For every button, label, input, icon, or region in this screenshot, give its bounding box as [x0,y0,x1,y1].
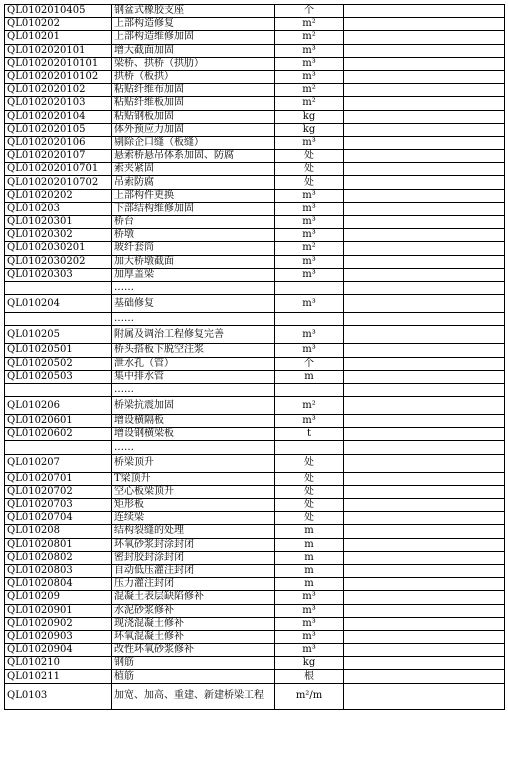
item-name-cell: 体外预应力加固 [112,123,275,136]
item-code-cell: QL010207 [5,454,112,472]
item-unit-cell: m² [275,18,344,31]
item-name-cell: 加厚盖梁 [112,268,275,281]
item-code-cell: QL01020602 [5,428,112,441]
item-name-cell: …… [112,313,275,326]
item-unit-cell: m [275,551,344,564]
item-name-cell: 增设钢横梁板 [112,428,275,441]
item-unit-cell: m³ [275,268,344,281]
item-unit-cell [275,281,344,294]
table-row [5,84,505,97]
item-unit-cell: t [275,428,344,441]
empty-cell [344,216,505,229]
item-name-cell: 桥台 [112,216,275,229]
item-code-cell: QL010205 [5,326,112,344]
item-code-cell: QL0102030202 [5,255,112,268]
item-name-cell: 连续梁 [112,512,275,525]
table-row [5,70,505,83]
item-name-cell: 环氧砂浆封涂封闭 [112,538,275,551]
empty-cell [344,229,505,242]
item-name-cell: 梁桥、拱桥（拱肋） [112,57,275,70]
table-row [5,472,505,485]
table-row [5,499,505,512]
item-name-cell: …… [112,281,275,294]
item-unit-cell [275,383,344,396]
table-row [5,216,505,229]
item-name-cell: 索夹紧固 [112,163,275,176]
item-name-cell: 增设横隔板 [112,415,275,428]
item-unit-cell: m³ [275,326,344,344]
item-code-cell: QL01020501 [5,344,112,357]
table-row [5,5,505,18]
empty-cell [344,31,505,44]
item-unit-cell: 处 [275,150,344,163]
item-unit-cell: 处 [275,512,344,525]
empty-cell [344,630,505,643]
empty-cell [344,123,505,136]
empty-cell [344,538,505,551]
empty-cell [344,189,505,202]
empty-cell [344,150,505,163]
empty-cell [344,617,505,630]
item-code-cell: QL010202010101 [5,57,112,70]
item-unit-cell: 处 [275,454,344,472]
empty-cell [344,344,505,357]
item-name-cell: 粘贴纤维布加固 [112,84,275,97]
item-name-cell: 混凝土表层缺陷修补 [112,591,275,604]
item-name-cell: 环氧混凝土修补 [112,630,275,643]
item-unit-cell: m [275,578,344,591]
table-row [5,370,505,383]
empty-cell [344,255,505,268]
empty-cell [344,163,505,176]
item-code-cell: QL010202 [5,18,112,31]
table-row [5,512,505,525]
item-code-cell: QL0102030201 [5,242,112,255]
item-name-cell: 剔除企口缝（板缝） [112,136,275,149]
item-code-cell: QL010202010701 [5,163,112,176]
table-row [5,415,505,428]
item-unit-cell: m³ [275,57,344,70]
item-code-cell: QL01020702 [5,485,112,498]
item-unit-cell: m [275,525,344,538]
item-unit-cell: m³ [275,344,344,357]
empty-cell [344,428,505,441]
item-code-cell: QL01020901 [5,604,112,617]
table-row [5,441,505,454]
table-row [5,525,505,538]
item-code-cell: QL0102020107 [5,150,112,163]
item-unit-cell: m³ [275,229,344,242]
item-unit-cell: m [275,538,344,551]
item-unit-cell: m³ [275,44,344,57]
table-row [5,644,505,657]
empty-cell [344,415,505,428]
table-row [5,18,505,31]
empty-cell [344,657,505,670]
empty-cell [344,670,505,683]
table-row [5,268,505,281]
item-unit-cell: 处 [275,485,344,498]
table-row [5,31,505,44]
item-unit-cell: 个 [275,5,344,18]
table-row [5,326,505,344]
item-name-cell: 上部构件更换 [112,189,275,202]
item-unit-cell: 处 [275,499,344,512]
item-code-cell: QL01020202 [5,189,112,202]
table-row [5,578,505,591]
table-row [5,538,505,551]
item-name-cell: 附属及调治工程修复完善 [112,326,275,344]
empty-cell [344,313,505,326]
item-unit-cell: 个 [275,357,344,370]
item-name-cell: 现浇混凝土修补 [112,617,275,630]
item-code-cell: QL01020302 [5,229,112,242]
item-code-cell [5,441,112,454]
table-row [5,397,505,415]
empty-cell [344,268,505,281]
item-code-cell: QL01020601 [5,415,112,428]
item-unit-cell: m² [275,84,344,97]
empty-cell [344,564,505,577]
table-row [5,454,505,472]
empty-cell [344,176,505,189]
table-row [5,57,505,70]
item-unit-cell [275,441,344,454]
item-name-cell: 桥梁顶升 [112,454,275,472]
empty-cell [344,5,505,18]
item-name-cell: 上部构造修复 [112,18,275,31]
empty-cell [344,499,505,512]
item-unit-cell: m³ [275,136,344,149]
empty-cell [344,295,505,313]
item-name-cell: 集中排水管 [112,370,275,383]
item-table [4,4,505,710]
item-unit-cell: m [275,564,344,577]
item-code-cell: QL01020804 [5,578,112,591]
empty-cell [344,97,505,110]
item-code-cell: QL0102020106 [5,136,112,149]
table-row [5,564,505,577]
empty-cell [344,84,505,97]
item-code-cell: QL01020303 [5,268,112,281]
empty-cell [344,604,505,617]
item-name-cell: 吊索防腐 [112,176,275,189]
empty-cell [344,136,505,149]
item-unit-cell: 处 [275,472,344,485]
item-code-cell: QL01020503 [5,370,112,383]
table-row [5,176,505,189]
item-code-cell: QL0102010405 [5,5,112,18]
item-name-cell: 玻纤套筒 [112,242,275,255]
empty-cell [344,202,505,215]
item-code-cell: QL010201 [5,31,112,44]
table-row [5,383,505,396]
item-code-cell: QL01020903 [5,630,112,643]
item-code-cell: QL010203 [5,202,112,215]
item-code-cell: QL0102020104 [5,110,112,123]
item-name-cell: 拱桥（板拱） [112,70,275,83]
empty-cell [344,370,505,383]
empty-cell [344,57,505,70]
empty-cell [344,44,505,57]
item-unit-cell: 处 [275,176,344,189]
empty-cell [344,454,505,472]
empty-cell [344,485,505,498]
item-name-cell: 悬索桥悬吊体系加固、防腐 [112,150,275,163]
table-row [5,97,505,110]
table-row [5,229,505,242]
item-code-cell: QL01020703 [5,499,112,512]
item-code-cell: QL010204 [5,295,112,313]
item-name-cell: 下部结构维修加固 [112,202,275,215]
table-row [5,428,505,441]
empty-cell [344,683,505,709]
item-unit-cell: 处 [275,163,344,176]
item-name-cell: 泄水孔（管） [112,357,275,370]
empty-cell [344,242,505,255]
table-row [5,163,505,176]
item-name-cell: 粘贴纤维板加固 [112,97,275,110]
item-code-cell: QL010209 [5,591,112,604]
table-row [5,683,505,709]
item-unit-cell: m³ [275,202,344,215]
item-unit-cell: m² [275,97,344,110]
table-row [5,670,505,683]
item-code-cell: QL0102020101 [5,44,112,57]
table-row [5,110,505,123]
item-code-cell: QL0103 [5,683,112,709]
empty-cell [344,110,505,123]
table-row [5,242,505,255]
table-row [5,202,505,215]
item-unit-cell: m² [275,31,344,44]
item-name-cell: 桥墩 [112,229,275,242]
table-row [5,357,505,370]
item-unit-cell: kg [275,110,344,123]
item-code-cell: QL01020904 [5,644,112,657]
table-row [5,657,505,670]
table-row [5,189,505,202]
item-code-cell: QL01020802 [5,551,112,564]
item-code-cell: QL010206 [5,397,112,415]
item-code-cell: QL0102020105 [5,123,112,136]
item-name-cell: 上部构造维修加固 [112,31,275,44]
item-unit-cell: m³ [275,70,344,83]
table-row [5,123,505,136]
item-unit-cell: m³ [275,216,344,229]
item-code-cell [5,383,112,396]
item-name-cell: 改性环氧砂浆修补 [112,644,275,657]
table-row [5,44,505,57]
item-unit-cell: m²/m [275,683,344,709]
item-unit-cell: m³ [275,630,344,643]
item-unit-cell: kg [275,123,344,136]
table-row [5,281,505,294]
empty-cell [344,383,505,396]
item-name-cell: 加大桥墩截面 [112,255,275,268]
item-unit-cell: m³ [275,189,344,202]
item-table-body [5,5,505,710]
empty-cell [344,644,505,657]
item-name-cell: 加宽、加高、重建、新建桥梁工程 [112,683,275,709]
item-code-cell: QL0102020102 [5,84,112,97]
empty-cell [344,441,505,454]
empty-cell [344,18,505,31]
item-name-cell: 自动低压灌注封闭 [112,564,275,577]
item-unit-cell: m³ [275,591,344,604]
item-code-cell: QL01020301 [5,216,112,229]
item-unit-cell: m² [275,397,344,415]
item-code-cell: QL01020704 [5,512,112,525]
item-unit-cell: kg [275,657,344,670]
empty-cell [344,591,505,604]
item-name-cell: 桥头搭板下脱空注浆 [112,344,275,357]
item-code-cell: QL010208 [5,525,112,538]
item-name-cell: 水泥砂浆修补 [112,604,275,617]
table-row [5,551,505,564]
item-code-cell: QL0102020103 [5,97,112,110]
item-name-cell: 矩形板 [112,499,275,512]
item-name-cell: 增大截面加固 [112,44,275,57]
empty-cell [344,397,505,415]
item-code-cell [5,313,112,326]
table-row [5,313,505,326]
item-name-cell: …… [112,383,275,396]
item-unit-cell: m³ [275,255,344,268]
item-name-cell: 结构裂缝的处理 [112,525,275,538]
empty-cell [344,525,505,538]
item-code-cell: QL01020701 [5,472,112,485]
table-row [5,255,505,268]
item-unit-cell: m³ [275,415,344,428]
item-unit-cell: m³ [275,644,344,657]
item-code-cell: QL01020902 [5,617,112,630]
item-name-cell: 钢盆式橡胶支座 [112,5,275,18]
item-code-cell: QL010202010702 [5,176,112,189]
table-row [5,295,505,313]
item-unit-cell: 根 [275,670,344,683]
item-unit-cell: m [275,370,344,383]
table-row [5,617,505,630]
empty-cell [344,357,505,370]
empty-cell [344,472,505,485]
item-unit-cell: m³ [275,617,344,630]
item-name-cell: 压力灌注封闭 [112,578,275,591]
item-name-cell: 桥梁抗震加固 [112,397,275,415]
empty-cell [344,578,505,591]
item-name-cell: 密封胶封涂封闭 [112,551,275,564]
empty-cell [344,70,505,83]
item-name-cell: 粘贴钢板加固 [112,110,275,123]
item-code-cell: QL01020801 [5,538,112,551]
table-row [5,604,505,617]
empty-cell [344,551,505,564]
item-name-cell: 基础修复 [112,295,275,313]
item-code-cell: QL01020502 [5,357,112,370]
item-code-cell: QL010202010102 [5,70,112,83]
empty-cell [344,326,505,344]
item-code-cell: QL010210 [5,657,112,670]
table-row [5,150,505,163]
item-name-cell: 空心板梁顶升 [112,485,275,498]
table-row [5,591,505,604]
item-name-cell: T梁顶升 [112,472,275,485]
item-unit-cell: m³ [275,604,344,617]
item-name-cell: 植筋 [112,670,275,683]
item-name-cell: 钢筋 [112,657,275,670]
table-row [5,485,505,498]
empty-cell [344,512,505,525]
table-row [5,344,505,357]
item-name-cell: …… [112,441,275,454]
item-unit-cell: m³ [275,295,344,313]
table-row [5,630,505,643]
item-code-cell [5,281,112,294]
table-row [5,136,505,149]
item-code-cell: QL010211 [5,670,112,683]
item-unit-cell [275,313,344,326]
item-code-cell: QL01020803 [5,564,112,577]
item-unit-cell: m² [275,242,344,255]
empty-cell [344,281,505,294]
